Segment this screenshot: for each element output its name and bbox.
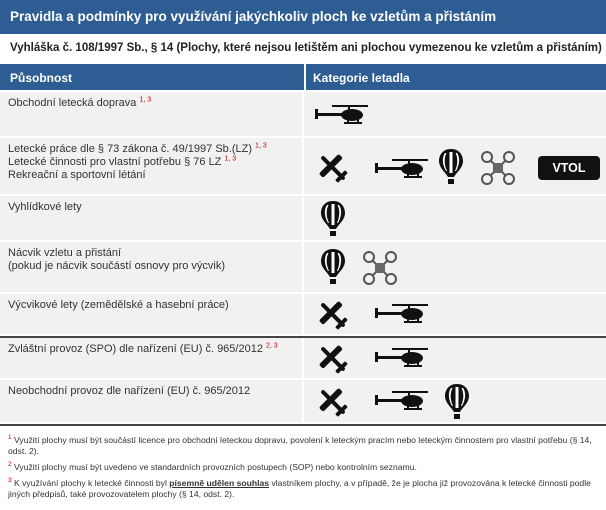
drone-icon — [362, 250, 398, 286]
scope-text: Rekreační a sportovní létání — [8, 169, 146, 181]
footnote-text: K využívání plochy k letecké činnosti byl — [14, 477, 170, 488]
balloon-icon — [444, 383, 470, 421]
scope-cell — [0, 138, 304, 194]
footnote-ref: 1, 3 — [139, 96, 152, 104]
category-cell — [306, 92, 606, 136]
scope-text: Nácvik vzletu a přistání — [8, 247, 122, 259]
table-header — [0, 64, 606, 90]
footnote-number: 3 — [8, 476, 12, 484]
balloon-icon — [438, 148, 464, 186]
scope-text: Zvláštní provoz (SPO) dle nařízení (EU) č. 965/2012 — [8, 343, 267, 355]
footnote-ref: 1, 3 — [224, 155, 237, 163]
footnote-text: Využití plochy musí být uvedeno ve standardních provozních postupech (SOP) nebo kontrolním seznamu. — [14, 461, 417, 472]
table-row — [0, 336, 606, 380]
helicopter-icon — [374, 303, 428, 327]
footnote-ref: 1, 3 — [255, 142, 267, 150]
balloon-icon — [320, 200, 346, 238]
footnote-item — [8, 475, 600, 500]
scope-cell — [0, 242, 304, 292]
footnote-item — [8, 459, 600, 473]
header-scope: Působnost — [10, 71, 72, 85]
table-row — [0, 138, 606, 196]
category-cell — [306, 196, 606, 240]
page-title: Pravidla a podmínky pro využívání jakýchkoliv ploch ke vzletům a přistáním — [0, 0, 606, 34]
vtol-badge: VTOL — [538, 156, 600, 180]
scope-text: (pokud je nácvik součástí osnovy pro výcvik) — [8, 260, 226, 272]
footnote-emphasis: písemně udělen souhlas — [169, 477, 270, 488]
footnote-divider — [0, 424, 606, 426]
table-row — [0, 380, 606, 424]
drone-icon — [480, 150, 516, 186]
category-cell — [306, 242, 606, 292]
scope-cell — [0, 92, 304, 136]
footnote-text: Využití plochy musí být součástí licence pro obchodní leteckou dopravu, povolení k leteckým pracím nebo leteckým činnostem pro vlastní potřebu (§ 14, odst. 2). — [8, 434, 592, 456]
table-row — [0, 242, 606, 294]
header-divider — [304, 64, 306, 90]
airplane-icon — [316, 385, 350, 419]
scope-text: Neobchodní provoz dle nařízení (EU) č. 965/2012 — [8, 385, 251, 397]
footnotes — [8, 432, 600, 502]
scope-cell — [0, 294, 304, 334]
category-cell — [306, 138, 606, 194]
helicopter-icon — [374, 390, 428, 414]
scope-cell — [0, 380, 304, 422]
footnote-text: vlastníkem plochy, a v případě, že je plocha již provozována k letecké činnosti podle jiných předpisů, také provozovatelem plochy (§ 14, odst. 2). — [8, 477, 591, 499]
header-aircraft-category: Kategorie letadla — [313, 71, 410, 85]
airplane-icon — [316, 342, 350, 376]
airplane-icon — [316, 298, 350, 332]
scope-text: Letecké činnosti pro vlastní potřebu § 76 LZ — [8, 156, 225, 168]
table-row — [0, 294, 606, 336]
scope-text: Vyhlídkové lety — [8, 201, 82, 213]
footnote-item — [8, 432, 600, 457]
footnote-ref: 2, 3 — [266, 342, 278, 350]
helicopter-icon — [314, 104, 368, 128]
footnote-number: 2 — [8, 460, 12, 468]
table-row — [0, 92, 606, 138]
scope-cell — [0, 338, 304, 378]
helicopter-icon — [374, 158, 428, 182]
footnote-number: 1 — [8, 434, 12, 441]
table-row — [0, 196, 606, 242]
scope-text: Letecké práce dle § 73 zákona č. 49/1997 Sb.(LZ) — [8, 143, 256, 155]
scope-text: Výcvikové lety (zemědělské a hasební práce) — [8, 299, 229, 311]
airplane-icon — [316, 151, 350, 185]
scope-cell — [0, 196, 304, 240]
category-cell — [306, 380, 606, 422]
page-subtitle: Vyhláška č. 108/1997 Sb., § 14 (Plochy, které nejsou letištěm ani plochou vymezenou ke vzletům a přistáním) — [10, 42, 602, 54]
category-cell — [306, 294, 606, 334]
category-cell — [306, 338, 606, 378]
helicopter-icon — [374, 347, 428, 371]
scope-text: Obchodní letecká doprava — [8, 97, 140, 109]
balloon-icon — [320, 248, 346, 286]
